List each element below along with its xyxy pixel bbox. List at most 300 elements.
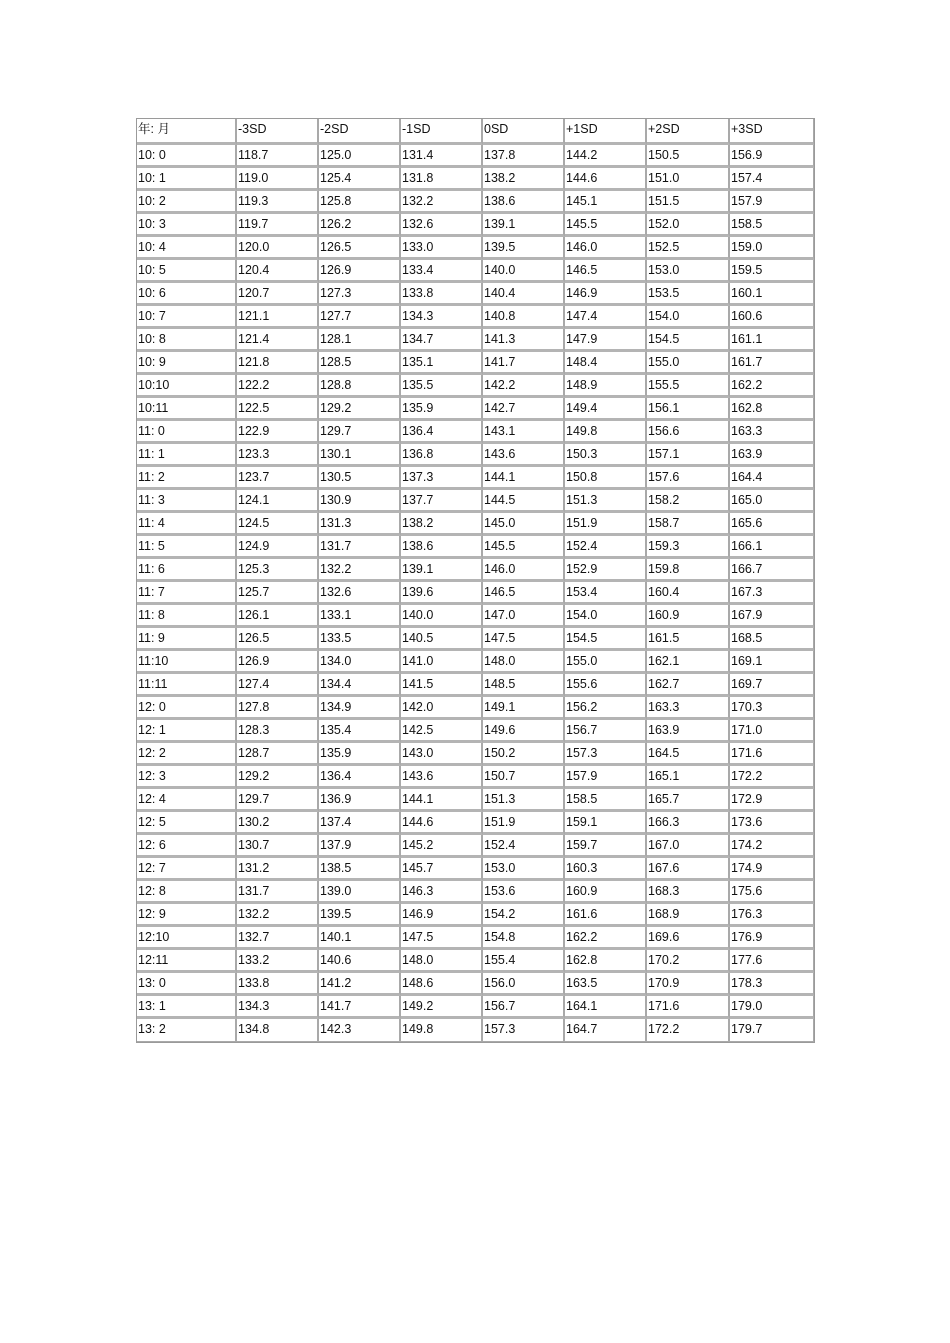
value-cell: 148.6 bbox=[401, 973, 483, 996]
table-row bbox=[137, 421, 814, 444]
value-cell: 146.9 bbox=[401, 904, 483, 927]
value-cell: 162.7 bbox=[647, 674, 730, 697]
value-cell: 166.7 bbox=[730, 559, 814, 582]
value-cell: 151.3 bbox=[483, 789, 565, 812]
age-cell: 11: 5 bbox=[137, 536, 237, 559]
table-row bbox=[137, 973, 814, 996]
age-cell: 12:11 bbox=[137, 950, 237, 973]
value-cell: 161.6 bbox=[565, 904, 647, 927]
value-cell: 126.9 bbox=[237, 651, 319, 674]
value-cell: 162.2 bbox=[730, 375, 814, 398]
value-cell: 128.3 bbox=[237, 720, 319, 743]
value-cell: 142.0 bbox=[401, 697, 483, 720]
value-cell: 160.3 bbox=[565, 858, 647, 881]
value-cell: 157.4 bbox=[730, 168, 814, 191]
value-cell: 156.7 bbox=[483, 996, 565, 1019]
table-row bbox=[137, 858, 814, 881]
value-cell: 172.9 bbox=[730, 789, 814, 812]
value-cell: 140.0 bbox=[401, 605, 483, 628]
value-cell: 154.2 bbox=[483, 904, 565, 927]
value-cell: 134.7 bbox=[401, 329, 483, 352]
table-row bbox=[137, 904, 814, 927]
table-header-row bbox=[137, 119, 814, 145]
value-cell: 160.9 bbox=[565, 881, 647, 904]
header-cell-sd: -2SD bbox=[319, 119, 401, 145]
value-cell: 122.2 bbox=[237, 375, 319, 398]
value-cell: 143.6 bbox=[483, 444, 565, 467]
value-cell: 165.0 bbox=[730, 490, 814, 513]
table-row bbox=[137, 145, 814, 168]
value-cell: 151.5 bbox=[647, 191, 730, 214]
age-cell: 10: 2 bbox=[137, 191, 237, 214]
age-cell: 11: 2 bbox=[137, 467, 237, 490]
table-body bbox=[137, 119, 814, 1042]
value-cell: 127.3 bbox=[319, 283, 401, 306]
value-cell: 171.0 bbox=[730, 720, 814, 743]
value-cell: 150.2 bbox=[483, 743, 565, 766]
age-cell: 11: 1 bbox=[137, 444, 237, 467]
value-cell: 164.5 bbox=[647, 743, 730, 766]
value-cell: 173.6 bbox=[730, 812, 814, 835]
value-cell: 135.5 bbox=[401, 375, 483, 398]
value-cell: 156.7 bbox=[565, 720, 647, 743]
value-cell: 177.6 bbox=[730, 950, 814, 973]
value-cell: 155.0 bbox=[647, 352, 730, 375]
value-cell: 132.2 bbox=[401, 191, 483, 214]
value-cell: 139.1 bbox=[401, 559, 483, 582]
value-cell: 142.5 bbox=[401, 720, 483, 743]
value-cell: 137.3 bbox=[401, 467, 483, 490]
value-cell: 164.4 bbox=[730, 467, 814, 490]
age-cell: 12: 0 bbox=[137, 697, 237, 720]
value-cell: 154.5 bbox=[647, 329, 730, 352]
value-cell: 146.3 bbox=[401, 881, 483, 904]
value-cell: 130.1 bbox=[319, 444, 401, 467]
value-cell: 131.2 bbox=[237, 858, 319, 881]
table-row bbox=[137, 191, 814, 214]
table-row bbox=[137, 490, 814, 513]
value-cell: 166.3 bbox=[647, 812, 730, 835]
table-row bbox=[137, 513, 814, 536]
value-cell: 149.8 bbox=[401, 1019, 483, 1042]
value-cell: 141.7 bbox=[319, 996, 401, 1019]
value-cell: 134.9 bbox=[319, 697, 401, 720]
age-cell: 12: 7 bbox=[137, 858, 237, 881]
value-cell: 128.1 bbox=[319, 329, 401, 352]
age-cell: 11: 7 bbox=[137, 582, 237, 605]
table-row bbox=[137, 812, 814, 835]
value-cell: 149.1 bbox=[483, 697, 565, 720]
value-cell: 134.0 bbox=[319, 651, 401, 674]
value-cell: 139.6 bbox=[401, 582, 483, 605]
age-cell: 10:10 bbox=[137, 375, 237, 398]
header-cell-sd: +2SD bbox=[647, 119, 730, 145]
value-cell: 132.6 bbox=[319, 582, 401, 605]
value-cell: 130.5 bbox=[319, 467, 401, 490]
table-row bbox=[137, 1019, 814, 1042]
value-cell: 131.7 bbox=[237, 881, 319, 904]
value-cell: 132.7 bbox=[237, 927, 319, 950]
value-cell: 145.5 bbox=[565, 214, 647, 237]
value-cell: 136.8 bbox=[401, 444, 483, 467]
value-cell: 157.3 bbox=[565, 743, 647, 766]
age-cell: 11:10 bbox=[137, 651, 237, 674]
value-cell: 149.8 bbox=[565, 421, 647, 444]
value-cell: 144.1 bbox=[401, 789, 483, 812]
value-cell: 133.8 bbox=[237, 973, 319, 996]
table-row bbox=[137, 375, 814, 398]
age-cell: 10: 0 bbox=[137, 145, 237, 168]
table-row bbox=[137, 628, 814, 651]
value-cell: 167.0 bbox=[647, 835, 730, 858]
value-cell: 156.2 bbox=[565, 697, 647, 720]
value-cell: 163.9 bbox=[647, 720, 730, 743]
value-cell: 170.3 bbox=[730, 697, 814, 720]
value-cell: 133.1 bbox=[319, 605, 401, 628]
value-cell: 168.9 bbox=[647, 904, 730, 927]
table-row bbox=[137, 697, 814, 720]
value-cell: 165.6 bbox=[730, 513, 814, 536]
value-cell: 169.7 bbox=[730, 674, 814, 697]
header-cell-sd: -1SD bbox=[401, 119, 483, 145]
value-cell: 144.6 bbox=[565, 168, 647, 191]
value-cell: 170.9 bbox=[647, 973, 730, 996]
value-cell: 125.3 bbox=[237, 559, 319, 582]
age-cell: 10: 4 bbox=[137, 237, 237, 260]
value-cell: 126.2 bbox=[319, 214, 401, 237]
value-cell: 169.1 bbox=[730, 651, 814, 674]
value-cell: 153.0 bbox=[647, 260, 730, 283]
growth-standard-table bbox=[136, 118, 815, 1043]
value-cell: 129.2 bbox=[237, 766, 319, 789]
age-cell: 13: 2 bbox=[137, 1019, 237, 1042]
value-cell: 152.5 bbox=[647, 237, 730, 260]
value-cell: 143.1 bbox=[483, 421, 565, 444]
value-cell: 145.7 bbox=[401, 858, 483, 881]
value-cell: 155.4 bbox=[483, 950, 565, 973]
value-cell: 163.3 bbox=[730, 421, 814, 444]
value-cell: 176.9 bbox=[730, 927, 814, 950]
value-cell: 146.9 bbox=[565, 283, 647, 306]
value-cell: 172.2 bbox=[730, 766, 814, 789]
value-cell: 158.7 bbox=[647, 513, 730, 536]
value-cell: 158.5 bbox=[565, 789, 647, 812]
value-cell: 122.5 bbox=[237, 398, 319, 421]
value-cell: 157.3 bbox=[483, 1019, 565, 1042]
value-cell: 120.0 bbox=[237, 237, 319, 260]
table-row bbox=[137, 306, 814, 329]
value-cell: 145.5 bbox=[483, 536, 565, 559]
age-cell: 10: 7 bbox=[137, 306, 237, 329]
value-cell: 136.9 bbox=[319, 789, 401, 812]
value-cell: 155.6 bbox=[565, 674, 647, 697]
age-cell: 12: 2 bbox=[137, 743, 237, 766]
table-row bbox=[137, 743, 814, 766]
value-cell: 118.7 bbox=[237, 145, 319, 168]
value-cell: 179.7 bbox=[730, 1019, 814, 1042]
value-cell: 164.1 bbox=[565, 996, 647, 1019]
table-row bbox=[137, 329, 814, 352]
value-cell: 132.2 bbox=[237, 904, 319, 927]
value-cell: 123.3 bbox=[237, 444, 319, 467]
value-cell: 126.1 bbox=[237, 605, 319, 628]
value-cell: 160.6 bbox=[730, 306, 814, 329]
value-cell: 147.9 bbox=[565, 329, 647, 352]
value-cell: 159.7 bbox=[565, 835, 647, 858]
value-cell: 162.8 bbox=[565, 950, 647, 973]
table-row bbox=[137, 536, 814, 559]
age-cell: 11: 6 bbox=[137, 559, 237, 582]
value-cell: 151.9 bbox=[565, 513, 647, 536]
value-cell: 165.7 bbox=[647, 789, 730, 812]
value-cell: 125.7 bbox=[237, 582, 319, 605]
value-cell: 157.1 bbox=[647, 444, 730, 467]
value-cell: 132.6 bbox=[401, 214, 483, 237]
value-cell: 135.1 bbox=[401, 352, 483, 375]
value-cell: 159.3 bbox=[647, 536, 730, 559]
value-cell: 157.9 bbox=[730, 191, 814, 214]
table-row bbox=[137, 467, 814, 490]
value-cell: 161.7 bbox=[730, 352, 814, 375]
table-row bbox=[137, 444, 814, 467]
value-cell: 127.4 bbox=[237, 674, 319, 697]
value-cell: 148.9 bbox=[565, 375, 647, 398]
age-cell: 12: 1 bbox=[137, 720, 237, 743]
value-cell: 134.4 bbox=[319, 674, 401, 697]
value-cell: 146.0 bbox=[483, 559, 565, 582]
value-cell: 166.1 bbox=[730, 536, 814, 559]
age-cell: 12: 3 bbox=[137, 766, 237, 789]
value-cell: 134.3 bbox=[237, 996, 319, 1019]
value-cell: 133.8 bbox=[401, 283, 483, 306]
value-cell: 152.4 bbox=[565, 536, 647, 559]
value-cell: 143.6 bbox=[401, 766, 483, 789]
age-cell: 12:10 bbox=[137, 927, 237, 950]
value-cell: 147.5 bbox=[483, 628, 565, 651]
table-row bbox=[137, 674, 814, 697]
table-row bbox=[137, 214, 814, 237]
table-row bbox=[137, 168, 814, 191]
value-cell: 133.5 bbox=[319, 628, 401, 651]
value-cell: 171.6 bbox=[647, 996, 730, 1019]
value-cell: 145.1 bbox=[565, 191, 647, 214]
value-cell: 163.9 bbox=[730, 444, 814, 467]
age-cell: 11: 0 bbox=[137, 421, 237, 444]
age-cell: 13: 1 bbox=[137, 996, 237, 1019]
value-cell: 149.2 bbox=[401, 996, 483, 1019]
header-cell-sd: +3SD bbox=[730, 119, 814, 145]
value-cell: 130.9 bbox=[319, 490, 401, 513]
value-cell: 138.2 bbox=[401, 513, 483, 536]
table-row bbox=[137, 559, 814, 582]
value-cell: 135.4 bbox=[319, 720, 401, 743]
value-cell: 134.3 bbox=[401, 306, 483, 329]
value-cell: 137.7 bbox=[401, 490, 483, 513]
value-cell: 138.2 bbox=[483, 168, 565, 191]
value-cell: 136.4 bbox=[401, 421, 483, 444]
age-cell: 11:11 bbox=[137, 674, 237, 697]
value-cell: 131.8 bbox=[401, 168, 483, 191]
value-cell: 148.0 bbox=[401, 950, 483, 973]
value-cell: 138.5 bbox=[319, 858, 401, 881]
value-cell: 144.5 bbox=[483, 490, 565, 513]
value-cell: 150.8 bbox=[565, 467, 647, 490]
value-cell: 128.7 bbox=[237, 743, 319, 766]
value-cell: 160.4 bbox=[647, 582, 730, 605]
table-row bbox=[137, 789, 814, 812]
value-cell: 151.3 bbox=[565, 490, 647, 513]
value-cell: 145.0 bbox=[483, 513, 565, 536]
value-cell: 154.8 bbox=[483, 927, 565, 950]
value-cell: 170.2 bbox=[647, 950, 730, 973]
value-cell: 146.5 bbox=[565, 260, 647, 283]
value-cell: 132.2 bbox=[319, 559, 401, 582]
value-cell: 131.3 bbox=[319, 513, 401, 536]
value-cell: 157.6 bbox=[647, 467, 730, 490]
value-cell: 149.6 bbox=[483, 720, 565, 743]
value-cell: 171.6 bbox=[730, 743, 814, 766]
value-cell: 154.5 bbox=[565, 628, 647, 651]
value-cell: 156.1 bbox=[647, 398, 730, 421]
value-cell: 153.4 bbox=[565, 582, 647, 605]
value-cell: 126.9 bbox=[319, 260, 401, 283]
value-cell: 146.5 bbox=[483, 582, 565, 605]
value-cell: 125.4 bbox=[319, 168, 401, 191]
value-cell: 163.3 bbox=[647, 697, 730, 720]
value-cell: 139.5 bbox=[483, 237, 565, 260]
value-cell: 135.9 bbox=[319, 743, 401, 766]
value-cell: 128.5 bbox=[319, 352, 401, 375]
table-row bbox=[137, 582, 814, 605]
value-cell: 141.3 bbox=[483, 329, 565, 352]
value-cell: 140.1 bbox=[319, 927, 401, 950]
value-cell: 135.9 bbox=[401, 398, 483, 421]
value-cell: 148.5 bbox=[483, 674, 565, 697]
table-row bbox=[137, 927, 814, 950]
value-cell: 143.0 bbox=[401, 743, 483, 766]
value-cell: 159.8 bbox=[647, 559, 730, 582]
value-cell: 148.4 bbox=[565, 352, 647, 375]
age-cell: 10: 5 bbox=[137, 260, 237, 283]
value-cell: 124.9 bbox=[237, 536, 319, 559]
value-cell: 167.9 bbox=[730, 605, 814, 628]
value-cell: 119.3 bbox=[237, 191, 319, 214]
value-cell: 120.4 bbox=[237, 260, 319, 283]
value-cell: 130.2 bbox=[237, 812, 319, 835]
value-cell: 121.8 bbox=[237, 352, 319, 375]
value-cell: 133.0 bbox=[401, 237, 483, 260]
value-cell: 153.5 bbox=[647, 283, 730, 306]
age-cell: 11: 9 bbox=[137, 628, 237, 651]
value-cell: 154.0 bbox=[565, 605, 647, 628]
value-cell: 152.9 bbox=[565, 559, 647, 582]
table-row bbox=[137, 950, 814, 973]
value-cell: 159.5 bbox=[730, 260, 814, 283]
header-cell-sd: 0SD bbox=[483, 119, 565, 145]
value-cell: 133.4 bbox=[401, 260, 483, 283]
value-cell: 162.1 bbox=[647, 651, 730, 674]
value-cell: 174.9 bbox=[730, 858, 814, 881]
age-cell: 10: 9 bbox=[137, 352, 237, 375]
value-cell: 119.7 bbox=[237, 214, 319, 237]
value-cell: 133.2 bbox=[237, 950, 319, 973]
value-cell: 156.6 bbox=[647, 421, 730, 444]
value-cell: 136.4 bbox=[319, 766, 401, 789]
table-row bbox=[137, 237, 814, 260]
value-cell: 161.1 bbox=[730, 329, 814, 352]
value-cell: 138.6 bbox=[483, 191, 565, 214]
table-row bbox=[137, 260, 814, 283]
value-cell: 121.4 bbox=[237, 329, 319, 352]
age-cell: 12: 8 bbox=[137, 881, 237, 904]
value-cell: 150.7 bbox=[483, 766, 565, 789]
value-cell: 156.0 bbox=[483, 973, 565, 996]
value-cell: 152.0 bbox=[647, 214, 730, 237]
value-cell: 140.6 bbox=[319, 950, 401, 973]
value-cell: 127.8 bbox=[237, 697, 319, 720]
value-cell: 167.6 bbox=[647, 858, 730, 881]
value-cell: 144.1 bbox=[483, 467, 565, 490]
table-row bbox=[137, 835, 814, 858]
value-cell: 127.7 bbox=[319, 306, 401, 329]
age-cell: 10: 6 bbox=[137, 283, 237, 306]
value-cell: 128.8 bbox=[319, 375, 401, 398]
value-cell: 151.0 bbox=[647, 168, 730, 191]
value-cell: 152.4 bbox=[483, 835, 565, 858]
value-cell: 160.1 bbox=[730, 283, 814, 306]
value-cell: 159.1 bbox=[565, 812, 647, 835]
value-cell: 169.6 bbox=[647, 927, 730, 950]
value-cell: 123.7 bbox=[237, 467, 319, 490]
table-row bbox=[137, 881, 814, 904]
value-cell: 162.8 bbox=[730, 398, 814, 421]
value-cell: 172.2 bbox=[647, 1019, 730, 1042]
value-cell: 167.3 bbox=[730, 582, 814, 605]
value-cell: 134.8 bbox=[237, 1019, 319, 1042]
table-row bbox=[137, 766, 814, 789]
value-cell: 175.6 bbox=[730, 881, 814, 904]
value-cell: 125.0 bbox=[319, 145, 401, 168]
value-cell: 178.3 bbox=[730, 973, 814, 996]
value-cell: 147.5 bbox=[401, 927, 483, 950]
value-cell: 141.0 bbox=[401, 651, 483, 674]
value-cell: 165.1 bbox=[647, 766, 730, 789]
value-cell: 139.1 bbox=[483, 214, 565, 237]
value-cell: 163.5 bbox=[565, 973, 647, 996]
value-cell: 142.2 bbox=[483, 375, 565, 398]
value-cell: 120.7 bbox=[237, 283, 319, 306]
value-cell: 176.3 bbox=[730, 904, 814, 927]
value-cell: 153.0 bbox=[483, 858, 565, 881]
table-row bbox=[137, 352, 814, 375]
value-cell: 151.9 bbox=[483, 812, 565, 835]
value-cell: 137.9 bbox=[319, 835, 401, 858]
age-cell: 12: 9 bbox=[137, 904, 237, 927]
value-cell: 126.5 bbox=[319, 237, 401, 260]
value-cell: 124.5 bbox=[237, 513, 319, 536]
value-cell: 168.3 bbox=[647, 881, 730, 904]
value-cell: 156.9 bbox=[730, 145, 814, 168]
value-cell: 147.0 bbox=[483, 605, 565, 628]
value-cell: 146.0 bbox=[565, 237, 647, 260]
value-cell: 158.5 bbox=[730, 214, 814, 237]
value-cell: 148.0 bbox=[483, 651, 565, 674]
value-cell: 161.5 bbox=[647, 628, 730, 651]
table-row bbox=[137, 605, 814, 628]
value-cell: 131.7 bbox=[319, 536, 401, 559]
header-cell-sd: -3SD bbox=[237, 119, 319, 145]
value-cell: 142.7 bbox=[483, 398, 565, 421]
